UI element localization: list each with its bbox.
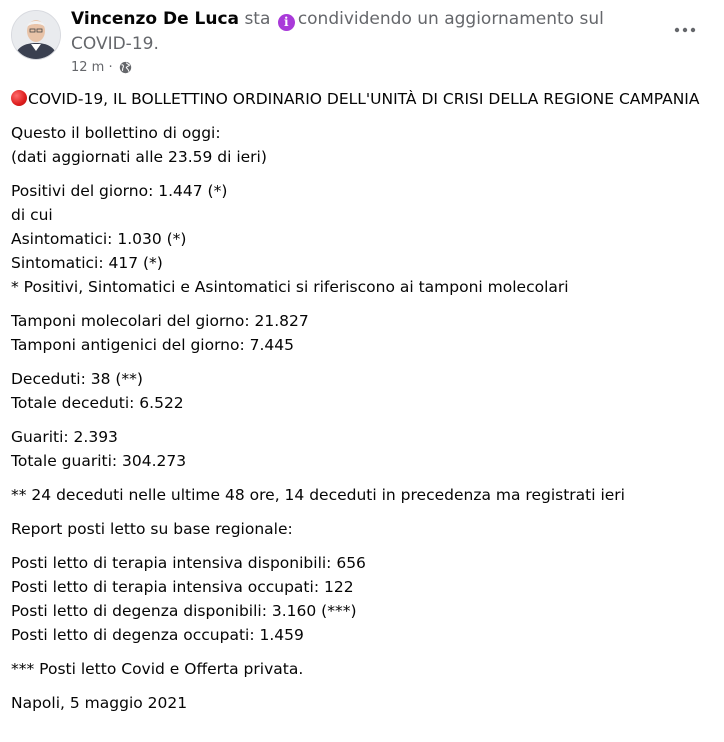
- author-name[interactable]: Vincenzo De Luca: [71, 9, 240, 29]
- ellipsis-icon: [672, 23, 698, 37]
- post-line: *** Posti letto Covid e Offerta privata.: [11, 660, 304, 678]
- post-line: Deceduti: 38 (**): [11, 370, 143, 388]
- post-line: Tamponi molecolari del giorno: 21.827: [11, 312, 309, 330]
- post-line: Report posti letto su base regionale:: [11, 520, 293, 538]
- author-avatar[interactable]: [11, 10, 61, 60]
- post-line: Totale deceduti: 6.522: [11, 394, 184, 412]
- post-line: COVID-19, IL BOLLETTINO ORDINARIO DELL'UNITÀ DI CRISI DELLA REGIONE CAMPANIA: [28, 90, 700, 108]
- post-paragraph: [11, 425, 716, 473]
- post-body: [11, 87, 716, 725]
- post-line: Guariti: 2.393: [11, 428, 118, 446]
- post-line: Napoli, 5 maggio 2021: [11, 694, 188, 712]
- post-timestamp[interactable]: 12 m: [71, 60, 105, 75]
- post-line: Totale guariti: 304.273: [11, 452, 187, 470]
- post-line: Tamponi antigenici del giorno: 7.445: [11, 336, 295, 354]
- post-meta: [71, 59, 132, 77]
- post-header: [71, 7, 661, 57]
- post-line: Posti letto di terapia intensiva occupati: 122: [11, 578, 354, 596]
- activity-text[interactable]: condividendo un aggiornamento sul COVID-19.: [71, 9, 604, 54]
- globe-icon[interactable]: [119, 61, 132, 74]
- post-line: Posti letto di terapia intensiva disponibili: 656: [11, 554, 366, 572]
- post-line: Posti letto di degenza occupati: 1.459: [11, 626, 304, 644]
- post-line: ** 24 deceduti nelle ultime 48 ore, 14 deceduti in precedenza ma registrati ieri: [11, 486, 625, 504]
- more-options-button[interactable]: [672, 22, 698, 36]
- post-line: Positivi del giorno: 1.447 (*): [11, 182, 228, 200]
- post-line: Questo il bollettino di oggi:: [11, 124, 221, 142]
- post-paragraph: [11, 483, 716, 507]
- post-line: * Positivi, Sintomatici e Asintomatici si riferiscono ai tamponi molecolari: [11, 278, 569, 296]
- post-paragraph: [11, 517, 716, 541]
- post-title: [11, 87, 716, 111]
- post-paragraph: [11, 179, 716, 299]
- post-paragraph: [11, 121, 716, 169]
- post-paragraph: [11, 657, 716, 681]
- avatar-portrait: [12, 11, 60, 59]
- header-verb: sta: [244, 9, 271, 29]
- post-paragraph: [11, 367, 716, 415]
- red-circle-icon: [11, 90, 27, 106]
- info-icon: i: [278, 14, 295, 31]
- post-paragraph: [11, 551, 716, 647]
- post-line: di cui: [11, 206, 53, 224]
- post-line: (dati aggiornati alle 23.59 di ieri): [11, 148, 267, 166]
- post-line: Sintomatici: 417 (*): [11, 254, 163, 272]
- post-paragraph: [11, 691, 716, 715]
- post-line: Asintomatici: 1.030 (*): [11, 230, 187, 248]
- post-paragraph: [11, 309, 716, 357]
- post-line: Posti letto di degenza disponibili: 3.160 (***): [11, 602, 357, 620]
- meta-separator: ·: [108, 60, 113, 75]
